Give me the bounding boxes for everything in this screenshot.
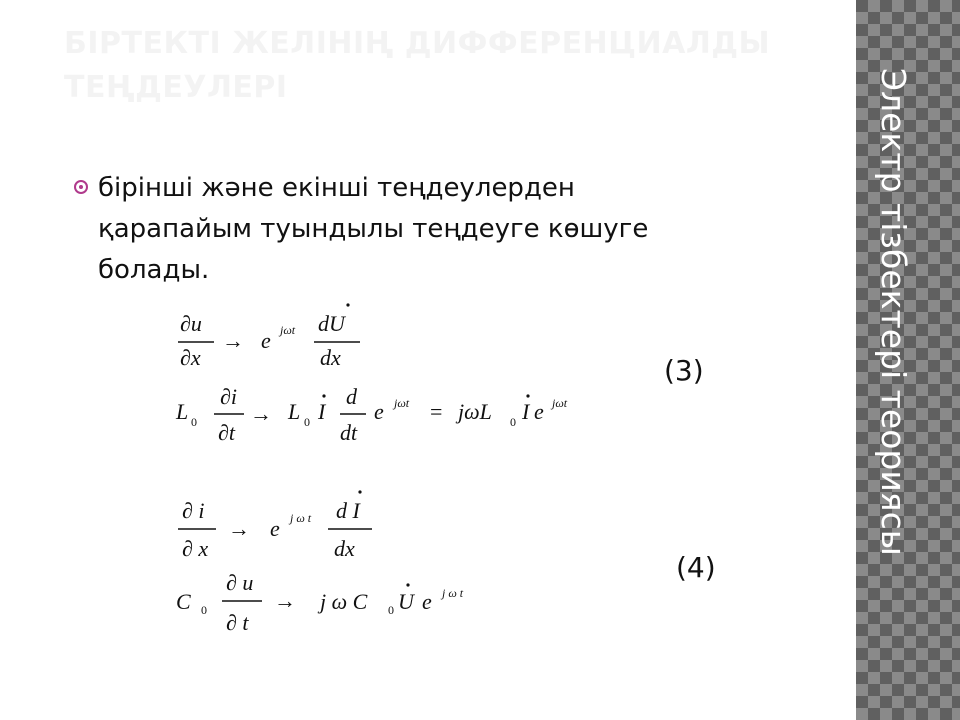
- f2-arrow-icon: →: [250, 401, 272, 426]
- f2-dot-mark-1: [322, 394, 325, 397]
- f4-denominator: ∂ t: [226, 610, 249, 635]
- formula-3: [178, 490, 372, 561]
- f4-rhs-var: U: [398, 589, 414, 614]
- body-line-1: бірінші және екінші теңдеулерден: [98, 173, 575, 203]
- f2-coef-2: L: [288, 399, 301, 424]
- f2-rhs-var: I: [522, 399, 530, 424]
- f2-d-denominator: dt: [340, 420, 358, 445]
- f1-numerator-right: dU: [318, 311, 345, 336]
- equation-label-3: (3): [664, 354, 704, 387]
- f2-exp-sup: jωt: [394, 396, 410, 410]
- f3-numerator-right: d I: [336, 498, 360, 523]
- f2-d-numerator: d: [346, 384, 357, 409]
- f1-exp-sup: jωt: [280, 323, 296, 337]
- f2-denominator: ∂t: [218, 420, 235, 445]
- slide-title-line-1: БІРТЕКТІ ЖЕЛІНІҢ ДИФФЕРЕНЦИАЛДЫ: [64, 26, 771, 61]
- f4-numerator: ∂ u: [226, 570, 254, 595]
- slide-title-line-2: ТЕҢДЕУЛЕРІ: [64, 70, 288, 105]
- f4-arrow-icon: →: [274, 588, 296, 613]
- f1-dot-mark: [346, 303, 349, 306]
- f4-exp-sup: j ω t: [442, 586, 464, 600]
- f3-numerator-left: ∂ i: [182, 498, 205, 523]
- formula-2: [175, 384, 568, 445]
- equation-label-4: (4): [676, 551, 716, 584]
- f2-rhs-exp-sup: jωt: [552, 396, 568, 410]
- f1-arrow-icon: →: [222, 328, 244, 353]
- f4-rhs-sub: 0: [388, 603, 394, 617]
- f3-exp-sup: j ω t: [290, 511, 312, 525]
- f3-denominator-left: ∂ x: [182, 536, 209, 561]
- f2-coef-2-sub: 0: [304, 415, 310, 429]
- formula-1: [178, 303, 360, 370]
- f2-coef: L: [176, 399, 189, 424]
- f3-arrow-icon: →: [228, 516, 250, 541]
- f4-coef: C: [176, 589, 191, 614]
- f3-exp-base: e: [270, 516, 280, 541]
- f2-exp-base: e: [374, 399, 384, 424]
- f4-exp-base: e: [422, 589, 432, 614]
- f2-equals: =: [430, 399, 443, 424]
- f2-coef-sub: 0: [191, 415, 197, 429]
- f4-dot-mark: [406, 583, 409, 586]
- f1-exp-base: e: [261, 328, 271, 353]
- f2-dot-mark-2: [526, 394, 529, 397]
- sidebar-title: Электр тізбектері теориясы: [874, 68, 913, 556]
- f2-rhs-sub: 0: [510, 415, 516, 429]
- body-line-3: болады.: [98, 255, 210, 285]
- formula-4: [176, 570, 464, 635]
- f3-dot-mark: [358, 490, 361, 493]
- body-line-2: қарапайым туындылы теңдеуге көшуге: [98, 214, 649, 244]
- f1-denominator-right: dx: [320, 345, 341, 370]
- f4-coef-sub: 0: [201, 603, 207, 617]
- f1-numerator-left: ∂u: [180, 311, 202, 336]
- f2-rhs-exp-base: e: [534, 399, 544, 424]
- f4-rhs-prefix: j ω C: [320, 589, 368, 614]
- f2-var: I: [318, 399, 326, 424]
- f3-denominator-right: dx: [334, 536, 355, 561]
- f1-denominator-left: ∂x: [180, 345, 201, 370]
- f2-rhs-prefix: jωL: [458, 399, 492, 424]
- f2-numerator: ∂i: [220, 384, 237, 409]
